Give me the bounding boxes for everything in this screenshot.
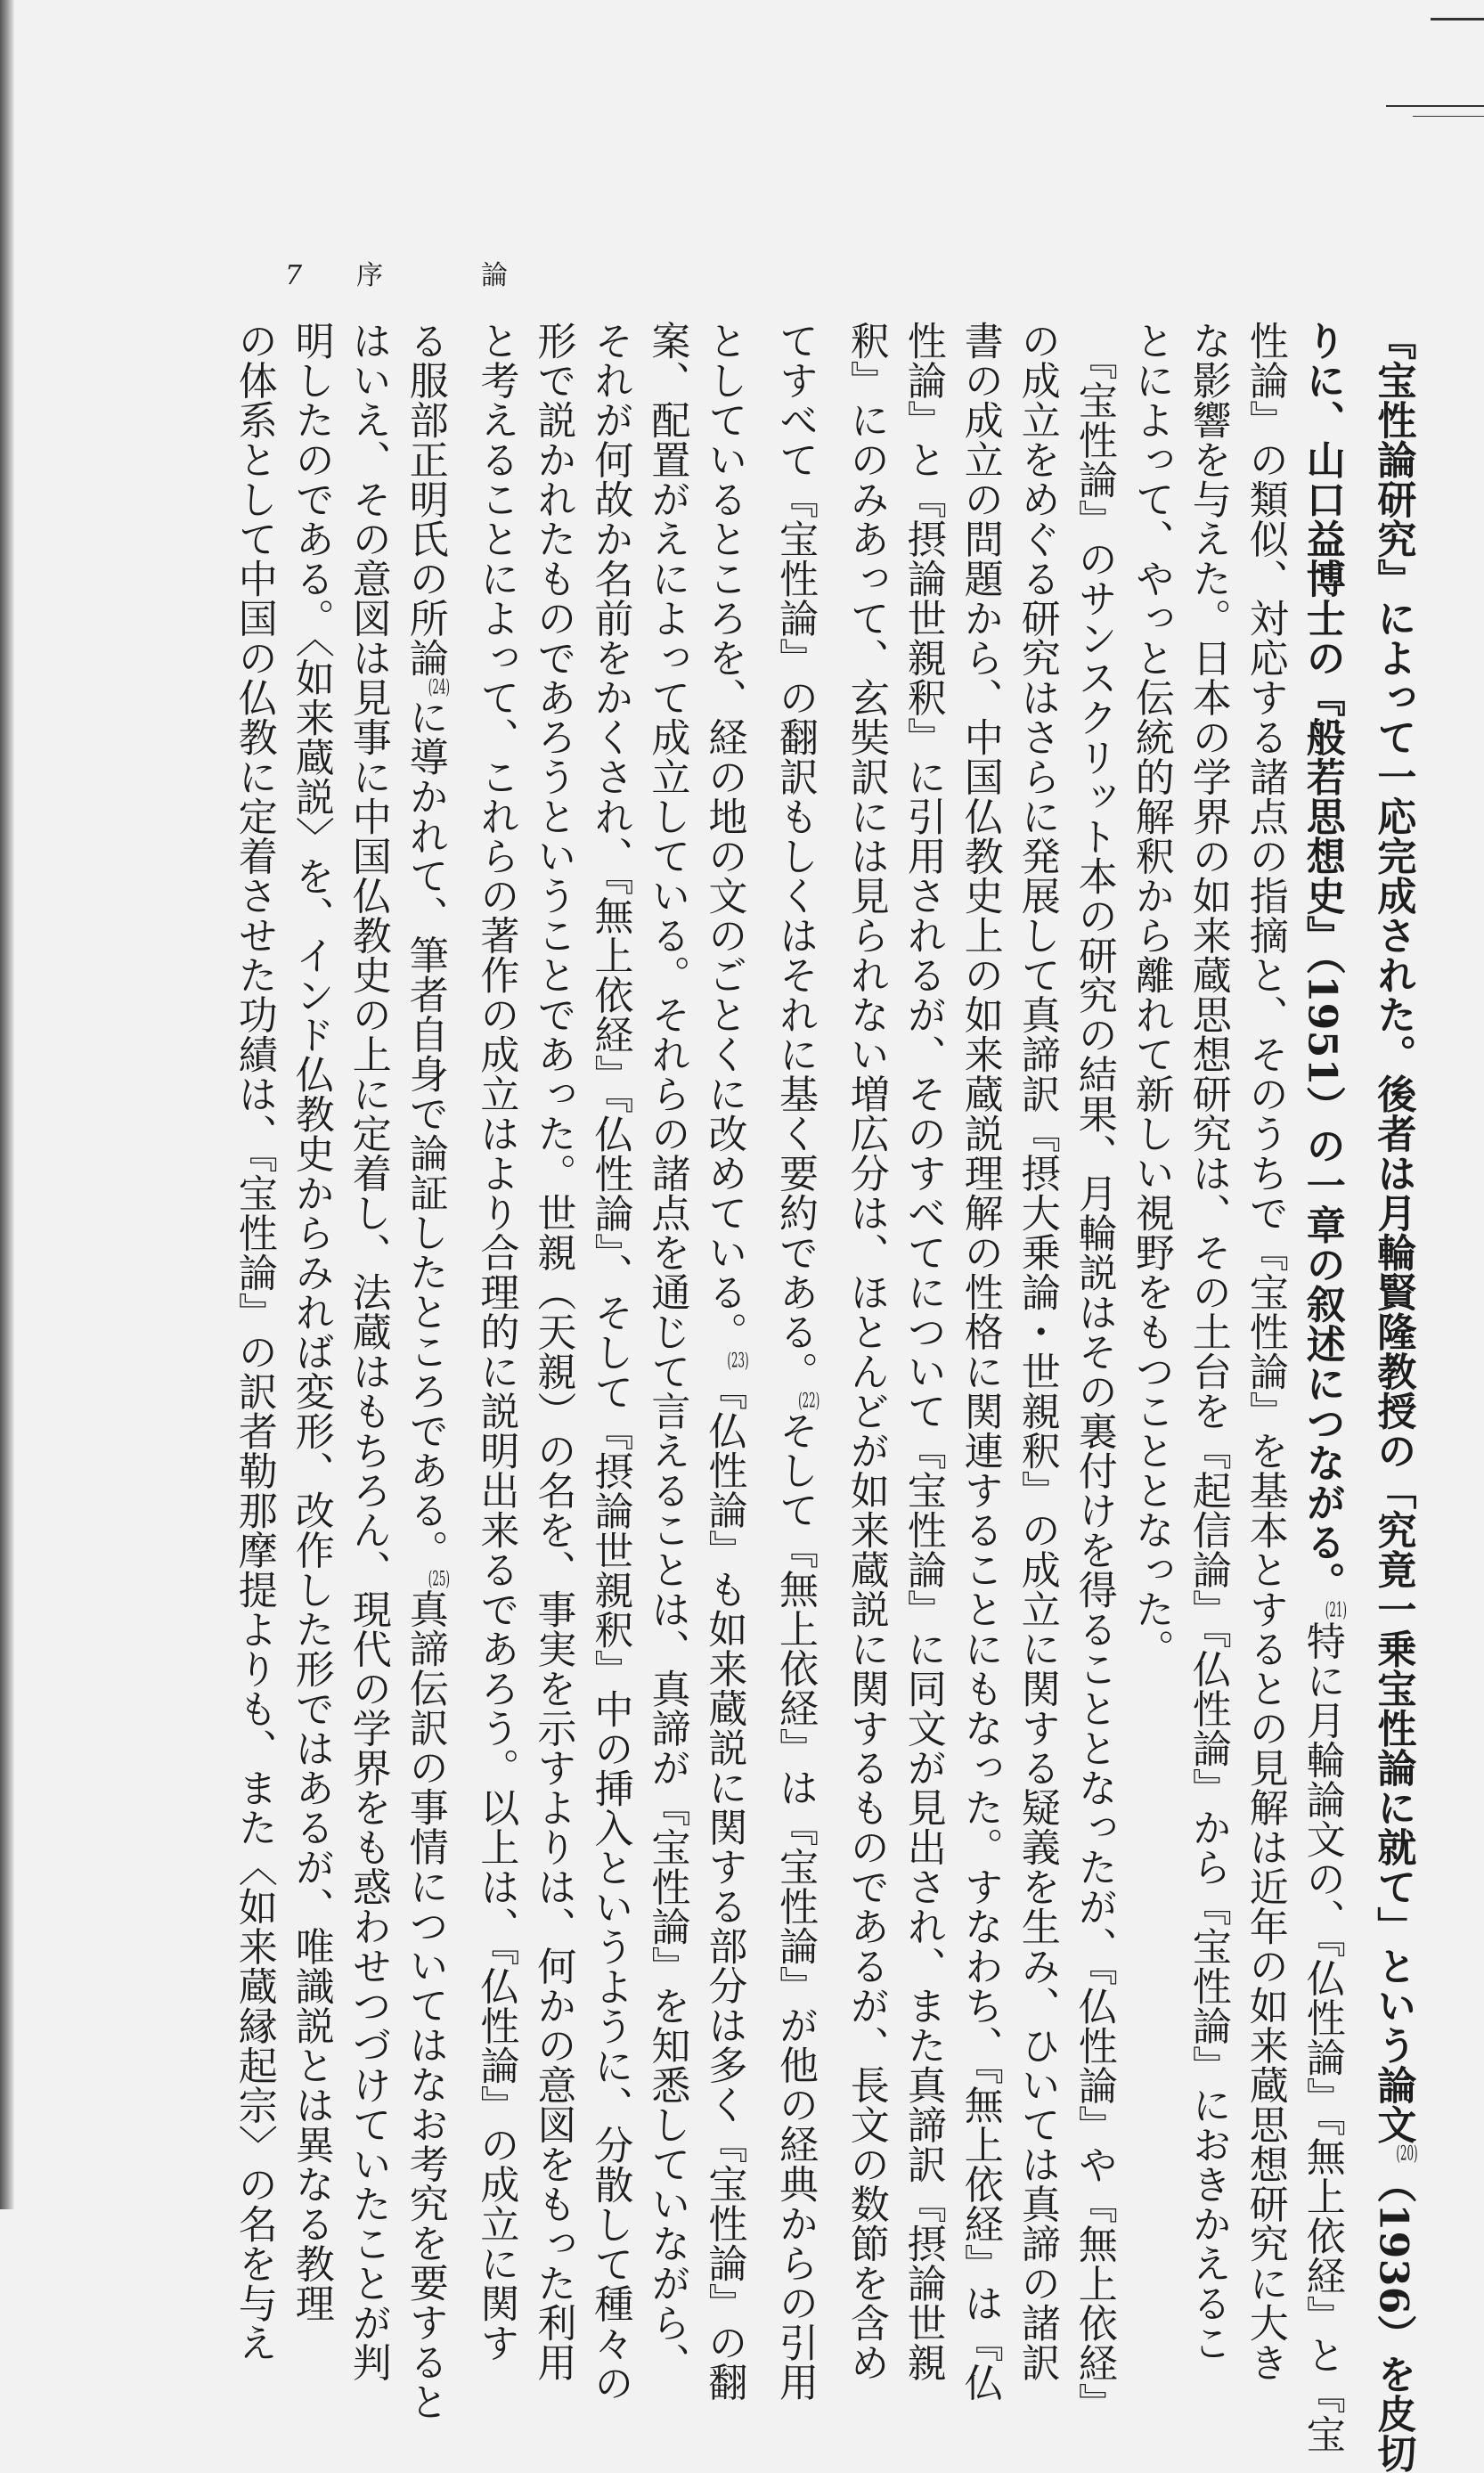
- scan-artifact-line: [1386, 105, 1484, 107]
- text-segment: とによって、やっと伝統的解釈から離れて新しい視野をもつこととなった。: [1128, 321, 1174, 1669]
- running-title-char-2: 論: [481, 260, 508, 291]
- text-column: [1065, 321, 1122, 2422]
- text-column: [1236, 321, 1293, 2382]
- text-column: [581, 321, 638, 2403]
- footnote-reference: (24): [428, 677, 450, 698]
- text-column: [225, 321, 282, 2363]
- text-segment: る服部正明氏の所論: [402, 321, 448, 678]
- text-segment: 書の成立の問題から、中国仏教史上の如来蔵説理解の性格に関連することにもなった。すなわち、『無上依経』は『仏: [957, 321, 1003, 2403]
- text-column: [1293, 321, 1365, 2454]
- text-segment: 形で説かれたものであろうということであった。世親（天親）の名を、事実を示すよりは、何かの意図をもった利用: [530, 321, 576, 2382]
- text-column: [524, 321, 581, 2382]
- text-column: [467, 321, 524, 2363]
- footnote-reference: (23): [727, 1351, 749, 1371]
- text-column: [766, 321, 837, 2402]
- text-segment: 『宝性論』のサンスクリット本の研究の結果、月輪説はその裏付けを得ることとなったが、『仏性論』や『無上依経』: [1071, 321, 1117, 2422]
- text-segment: に導かれて、筆者自身で論証したところである。: [402, 697, 448, 1570]
- text-column: [1008, 321, 1065, 2382]
- vertical-body-text: [231, 321, 1435, 2473]
- footnote-reference: (25): [428, 1569, 450, 1589]
- text-column: [1179, 321, 1236, 2363]
- text-column: [951, 321, 1008, 2403]
- text-segment: 案、配置がえによって成立している。それらの諸点を通じて言えることは、真諦が『宝性論』を知悉していながら、: [644, 321, 690, 2382]
- text-segment: 真諦伝訳の事情についてはなお考究を要すると: [402, 1588, 448, 2421]
- text-segment: 『宝性論研究』によって一応完成された。後者は月輪賢隆教授の「究竟一乗宝性論に就て」という論文: [1370, 321, 1416, 2144]
- text-segment: の成立をめぐる研究はさらに発展して真諦訳『摂大乗論・世親釈』の成立に関する疑義を生み、ひいては真諦の諸訳: [1014, 321, 1060, 2382]
- text-column: [339, 321, 396, 2382]
- text-column: [695, 321, 766, 2402]
- text-segment: 明したのである。〈如来蔵説〉を、インド仏教史からみれば変形、改作した形ではあるが、唯識説とは異なる教理: [288, 321, 334, 2323]
- text-segment: と考えることによって、これらの著作の成立はより合理的に説明出来るであろう。以上は、『仏性論』の成立に関す: [473, 321, 519, 2363]
- text-segment: はいえ、その意図は見事に中国仏教史の上に定着し、法蔵はもちろん、現代の学界をも惑わせつづけていたことが判: [345, 321, 391, 2382]
- text-column: [1122, 321, 1179, 2156]
- text-segment: てすべて『宝性論』の翻訳もしくはそれに基く要約である。: [772, 321, 819, 1392]
- text-segment: それが何故か名前をかくされ、『無上依経』『仏性論』、そして『摂論世親釈』中の挿入というように、分散して種々の: [587, 321, 633, 2403]
- text-column: [894, 321, 951, 2382]
- text-segment: （1936）を皮切: [1370, 2164, 1416, 2473]
- footnote-reference: (20): [1396, 2144, 1418, 2164]
- text-segment: 特に月輪論文の、『仏性論』『無上依経』と『宝: [1299, 1620, 1345, 2454]
- page-number: 7: [285, 260, 303, 291]
- text-column: [837, 321, 894, 2382]
- text-column: [282, 321, 339, 2323]
- text-segment: 性論』と『摂論世親釈』に引用されるが、そのすべてについて『宝性論』に同文が見出され、また真諦訳『摂論世親: [900, 321, 946, 2382]
- running-title-char-1: 序: [356, 260, 383, 291]
- footnote-reference: (21): [1325, 1601, 1347, 1621]
- text-segment: そして『無上依経』は『宝性論』が他の経典からの引用: [772, 1410, 819, 2402]
- binding-edge-shadow: [0, 0, 14, 2209]
- text-column: [1364, 321, 1435, 2473]
- footnote-reference: (22): [798, 1391, 820, 1411]
- text-column: [396, 321, 468, 2421]
- text-segment: 性論』の類似、対応する諸点の指摘と、そのうちで『宝性論』を基本とするとの見解は近年の如来蔵思想研究に大き: [1242, 321, 1288, 2382]
- text-segment: 釈』にのみあって、玄奘訳には見られない増広分は、ほとんどが如来蔵説に関するものであるが、長文の数節を含め: [843, 321, 889, 2382]
- text-segment: の体系として中国の仏教に定着させた功績は、『宝性論』の訳者勒那摩提よりも、また〈如来蔵縁起宗〉の名を与え: [231, 321, 277, 2363]
- text-segment: としているところを、経の地の文のごとくに改めている。: [701, 321, 747, 1351]
- text-segment: りに、山口益博士の『般若思想史』（1951）の一章の叙述につながる。: [1299, 321, 1345, 1602]
- text-column: [638, 321, 695, 2382]
- scan-artifact-line: [1413, 116, 1484, 117]
- text-segment: 『仏性論』も如来蔵説に関する部分は多く『宝性論』の翻: [701, 1371, 747, 2402]
- scan-artifact-line: [1431, 18, 1484, 20]
- text-segment: な影響を与えた。日本の学界の如来蔵思想研究は、その土台を『起信論』『仏性論』から『宝性論』におきかえるこ: [1185, 321, 1231, 2363]
- running-header: [285, 258, 534, 294]
